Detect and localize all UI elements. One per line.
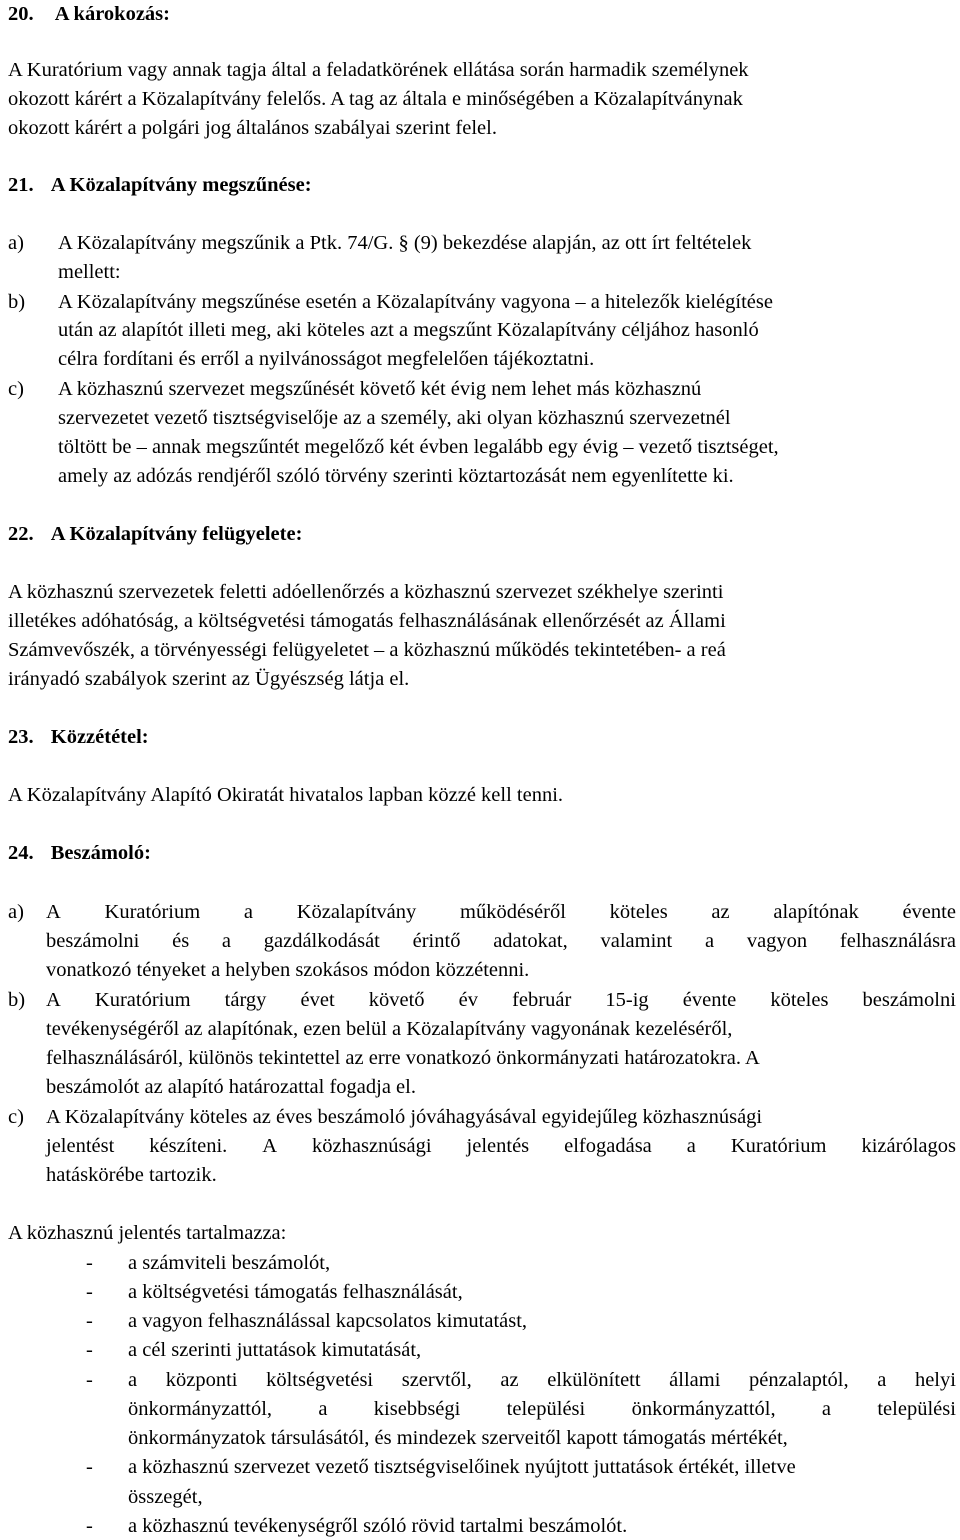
word: adatokat,	[493, 930, 568, 952]
s21-b-line-2: után az alapítót illeti meg, aki köteles azt a megszűnt Közalapítvány céljához hasonló	[58, 319, 759, 341]
s20-line-1: A Kuratórium vagy annak tagja által a feladatkörének ellátása során harmadik személynek	[8, 59, 749, 81]
section-20-title: A károkozás:	[54, 3, 170, 25]
word: és	[172, 930, 190, 952]
section-20-number: 20.	[8, 3, 34, 25]
section-21-number: 21.	[8, 174, 34, 196]
list-item-line-justified	[128, 1368, 956, 1392]
s21-a-line-2: mellett:	[58, 261, 121, 283]
list-item: a cél szerinti juttatások kimutatását,	[128, 1339, 422, 1361]
word: a	[128, 1369, 138, 1391]
word: központi	[165, 1369, 238, 1391]
s24-c-line-2-justified	[46, 1134, 956, 1158]
s24-a-line-1-justified	[46, 900, 956, 924]
section-23-title: Közzététel:	[50, 726, 149, 748]
word: kizárólagos	[861, 1135, 956, 1157]
word: gazdálkodását	[263, 930, 380, 952]
list-item: a költségvetési támogatás felhasználását,	[128, 1281, 463, 1303]
word: jelentés	[466, 1135, 530, 1157]
s24-b-marker: b)	[8, 989, 26, 1011]
s24-c-line-1: A Közalapítvány köteles az éves beszámoló jóváhagyásával egyidejűleg közhasznúsági	[46, 1106, 763, 1128]
s24-a-line-2-justified	[46, 929, 956, 953]
section-22-title: A Közalapítvány felügyelete:	[50, 523, 303, 545]
list-item-line-justified	[128, 1397, 956, 1421]
s24-a-line-3: vonatkozó tényeket a helyben szokásos módon közzétenni.	[46, 959, 530, 981]
word: a	[221, 930, 232, 952]
section-21-title: A Közalapítvány megszűnése:	[50, 174, 312, 196]
s21-c-line-2: szervezetet vezető tisztségviselője az a személy, aki olyan közhasznú szervezetnél	[58, 407, 731, 429]
report-intro: A közhasznú jelentés tartalmazza:	[8, 1222, 287, 1244]
word: köteles	[770, 989, 829, 1011]
list-dash: -	[86, 1310, 93, 1332]
word: vagyon	[746, 930, 808, 952]
list-item: a számviteli beszámolót,	[128, 1252, 331, 1274]
word: pénzalaptól,	[749, 1369, 849, 1391]
word: évet	[300, 989, 335, 1011]
word: szervtől,	[401, 1369, 472, 1391]
word: Kuratórium	[104, 901, 201, 923]
word: év	[458, 989, 479, 1011]
s22-line-3: Számvevőszék, a törvényességi felügyeletet – a közhasznú működés tekintetében- a reá	[8, 639, 726, 661]
s24-a-marker: a)	[8, 901, 24, 923]
list-dash: -	[86, 1281, 93, 1303]
word: követő	[368, 989, 425, 1011]
s21-a-line-1: A Közalapítvány megszűnik a Ptk. 74/G. § (9) bekezdése alapján, az ott írt feltételek	[58, 232, 752, 254]
word: köteles	[609, 901, 668, 923]
word: készíteni.	[149, 1135, 228, 1157]
word: A	[46, 901, 61, 923]
word: közhasznúsági	[312, 1135, 432, 1157]
word: helyi	[914, 1369, 956, 1391]
word: költségvetési	[266, 1369, 374, 1391]
section-21-heading	[8, 173, 312, 197]
s22-line-2: illetékes adóhatóság, a költségvetési támogatás felhasználásának ellenőrzését az Állami	[8, 610, 726, 632]
list-dash: -	[86, 1456, 93, 1478]
word: február	[512, 989, 572, 1011]
word: Kuratórium	[94, 989, 191, 1011]
list-item-continued: önkormányzatok társulásától, és mindezek szerveitől kapott támogatás mértékét,	[128, 1427, 788, 1449]
word: állami	[669, 1369, 721, 1391]
word: Kuratórium	[730, 1135, 827, 1157]
word: Közalapítvány	[296, 901, 417, 923]
s21-b-line-1: A Közalapítvány megszűnése esetén a Közalapítvány vagyona – a hitelezők kielégítése	[58, 291, 773, 313]
word: az	[711, 901, 730, 923]
s24-c-marker: c)	[8, 1106, 24, 1128]
word: jelentést	[46, 1135, 115, 1157]
s24-a-line-2	[46, 929, 956, 953]
list-item: a közhasznú szervezet vezető tisztségviselőinek nyújtott juttatások értékét, illetve	[128, 1456, 796, 1478]
s24-a-line-1	[46, 900, 956, 924]
section-24-title: Beszámoló:	[50, 842, 151, 864]
section-22-heading	[8, 522, 302, 546]
s22-line-1: A közhasznú szervezetek feletti adóellenőrzés a közhasznú szervezet székhelye szerinti	[8, 581, 724, 603]
word: a	[318, 1398, 328, 1420]
s24-b-line-2: tevékenységéről az alapítónak, ezen belül a Közalapítvány vagyonának kezeléséről,	[46, 1018, 733, 1040]
word: települési	[877, 1398, 956, 1420]
list-dash: -	[86, 1515, 93, 1537]
word: évente	[682, 989, 737, 1011]
word: települési	[506, 1398, 586, 1420]
s24-c-line-2	[46, 1134, 956, 1158]
s21-c-line-3: töltött be – annak megszűntét megelőző két évben legalább egy évig – vezető tisztséget,	[58, 436, 779, 458]
word: tárgy	[224, 989, 267, 1011]
word: a	[243, 901, 254, 923]
s24-b-line-1-justified	[46, 988, 956, 1012]
s24-b-line-3: felhasználásáról, különös tekintettel az erre vonatkozó önkormányzati határozatokra. A	[46, 1047, 760, 1069]
word: a	[877, 1369, 887, 1391]
section-23-heading	[8, 725, 149, 749]
word: elkülönített	[547, 1369, 641, 1391]
word: 15-ig	[605, 989, 649, 1011]
word: beszámolni	[46, 930, 140, 952]
section-24-heading	[8, 841, 151, 865]
word: a	[686, 1135, 696, 1157]
s21-c-marker: c)	[8, 378, 24, 400]
word: a	[821, 1398, 832, 1420]
word: A	[262, 1135, 278, 1157]
word: A	[46, 989, 61, 1011]
word: évente	[902, 901, 956, 923]
s24-b-line-1	[46, 988, 956, 1012]
word: a	[704, 930, 715, 952]
word: elfogadása	[564, 1135, 652, 1157]
word: alapítónak	[773, 901, 859, 923]
s21-c-line-4: amely az adózás rendjéről szóló törvény szerinti köztartozását nem egyenlítette ki.	[58, 465, 734, 487]
list-item-continued	[128, 1397, 956, 1421]
list-dash: -	[86, 1369, 93, 1391]
s22-line-4: irányadó szabályok szerint az Ügyészség látja el.	[8, 668, 410, 690]
s21-a-marker: a)	[8, 232, 24, 254]
s21-c-line-1: A közhasznú szervezet megszűnését követő két évig nem lehet más közhasznú	[58, 378, 702, 400]
section-20-heading	[8, 2, 170, 26]
section-22-number: 22.	[8, 523, 34, 545]
word: érintő	[412, 930, 461, 952]
section-23-number: 23.	[8, 726, 34, 748]
list-item: a vagyon felhasználással kapcsolatos kimutatást,	[128, 1310, 528, 1332]
word: kisebbségi	[373, 1398, 461, 1420]
word: felhasználásra	[839, 930, 956, 952]
word: önkormányzattól,	[128, 1398, 273, 1420]
s21-b-line-3: célra fordítani és erről a nyilvánosságot megfelelően tájékoztatni.	[58, 348, 595, 370]
word: működéséről	[460, 901, 566, 923]
word: az	[500, 1369, 519, 1391]
list-item: a közhasznú tevékenységről szóló rövid tartalmi beszámolót.	[128, 1515, 628, 1537]
list-item	[128, 1368, 956, 1392]
s20-line-3: okozott kárért a polgári jog általános szabályai szerint felel.	[8, 117, 497, 139]
s20-line-2: okozott kárért a Közalapítvány felelős. A tag az általa e minőségében a Közalapítványnak	[8, 88, 743, 110]
word: önkormányzattól,	[631, 1398, 776, 1420]
list-dash: -	[86, 1339, 93, 1361]
word: beszámolni	[862, 989, 956, 1011]
list-dash: -	[86, 1252, 93, 1274]
s21-b-marker: b)	[8, 291, 26, 313]
list-item-continued: összegét,	[128, 1486, 203, 1508]
s24-b-line-4: beszámolót az alapító határozattal fogadja el.	[46, 1076, 416, 1098]
section-24-number: 24.	[8, 842, 34, 864]
s24-c-line-3: hatáskörébe tartozik.	[46, 1164, 217, 1186]
s23-line-1: A Közalapítvány Alapító Okiratát hivatalos lapban közzé kell tenni.	[8, 784, 564, 806]
word: valamint	[600, 930, 673, 952]
